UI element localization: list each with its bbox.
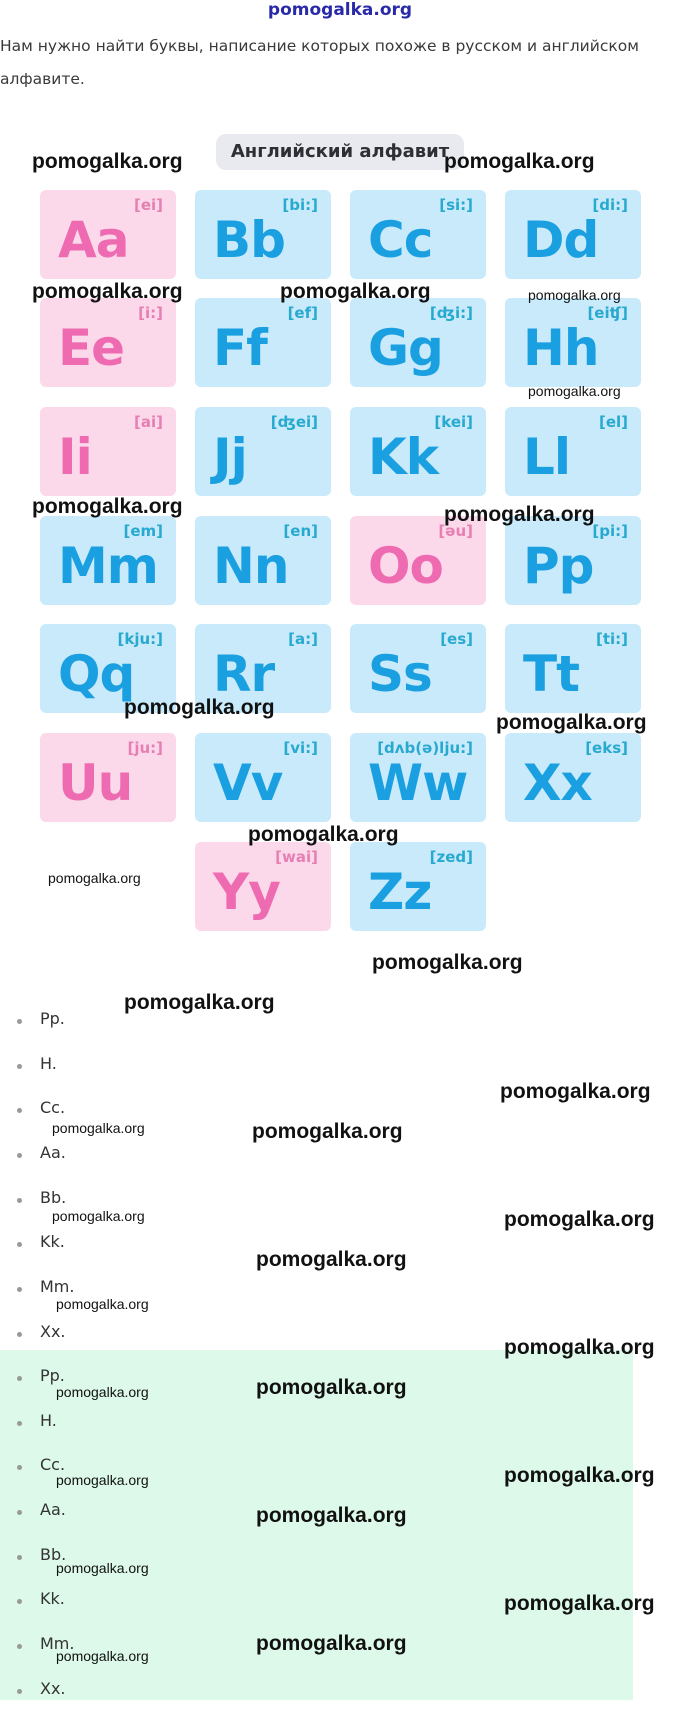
watermark-text: pomogalka.org	[280, 280, 431, 303]
letter-phonetic: [em]	[123, 522, 163, 540]
letter-phonetic: [el]	[598, 413, 628, 431]
letter-phonetic: [vi:]	[283, 739, 318, 757]
list-item-text: Kk.	[40, 1232, 65, 1252]
watermark-text: pomogalka.org	[48, 870, 141, 886]
letter-card-h	[505, 298, 641, 387]
letter-glyph: Ee	[58, 319, 125, 377]
watermark-text: pomogalka.org	[256, 1376, 407, 1399]
letter-card-d	[505, 190, 641, 279]
watermark-text: pomogalka.org	[504, 1592, 655, 1615]
list-item-text: Pp.	[40, 1009, 65, 1028]
letter-card-o	[350, 516, 486, 605]
letter-card-b	[195, 190, 331, 279]
list-item-text: Cc.	[40, 1455, 66, 1475]
watermark-text: pomogalka.org	[32, 495, 183, 518]
list-item-text: Mm.	[40, 1634, 75, 1654]
letter-glyph: Kk	[368, 428, 438, 486]
watermark-text: pomogalka.org	[256, 1504, 407, 1527]
watermark-text: pomogalka.org	[528, 383, 621, 399]
letter-phonetic: [ai]	[134, 413, 163, 431]
letter-glyph: Vv	[213, 754, 283, 812]
letter-glyph: Nn	[213, 537, 289, 595]
letter-card-c	[350, 190, 486, 279]
letter-glyph: Oo	[368, 537, 443, 595]
list-item-text: Bb.	[40, 1187, 67, 1207]
letter-glyph: Aa	[58, 211, 129, 269]
watermark-text: pomogalka.org	[528, 287, 621, 303]
site-header-logo[interactable]: pomogalka.org	[267, 0, 413, 20]
bullet-icon	[17, 1064, 22, 1069]
watermark-text: pomogalka.org	[444, 150, 595, 173]
letter-card-f	[195, 298, 331, 387]
letter-phonetic: [pi:]	[592, 522, 628, 540]
watermark-text: pomogalka.org	[504, 1464, 655, 1487]
list-item-text: H.	[40, 1410, 57, 1430]
letter-phonetic: [əu]	[438, 522, 473, 540]
bullet-icon	[17, 1555, 22, 1560]
letter-card-z	[350, 842, 486, 931]
letter-glyph: Jj	[213, 428, 247, 486]
bullet-icon	[17, 1287, 22, 1292]
letter-glyph: Tt	[523, 645, 580, 703]
letter-card-m	[40, 516, 176, 605]
letter-glyph: Hh	[523, 319, 599, 377]
letter-card-a	[40, 190, 176, 279]
letter-glyph: Uu	[58, 754, 133, 812]
letter-card-u	[40, 733, 176, 822]
watermark-text: pomogalka.org	[252, 1120, 403, 1143]
letter-glyph: Qq	[58, 645, 135, 703]
letter-phonetic: [ju:]	[127, 739, 163, 757]
letter-card-t	[505, 624, 641, 713]
letter-phonetic: [ʤei]	[270, 413, 318, 431]
letter-glyph: Ll	[523, 428, 570, 486]
letter-card-e	[40, 298, 176, 387]
list-item-text: Kk.	[40, 1589, 65, 1609]
letter-phonetic: [i:]	[138, 304, 163, 322]
letter-card-s	[350, 624, 486, 713]
list-item-text: H.	[40, 1053, 57, 1073]
list-item-text: Xx.	[40, 1678, 66, 1698]
letter-glyph: Ff	[213, 319, 267, 377]
letter-phonetic: [wai]	[275, 848, 318, 866]
letter-phonetic: [ef]	[287, 304, 318, 322]
letter-glyph: Zz	[368, 863, 432, 921]
letter-card-y	[195, 842, 331, 931]
letter-card-k	[350, 407, 486, 496]
list-item-text: Pp.	[40, 1366, 65, 1385]
watermark-text: pomogalka.org	[500, 1080, 651, 1103]
watermark-text: pomogalka.org	[56, 1296, 149, 1312]
letter-phonetic: [bi:]	[282, 196, 318, 214]
letter-glyph: Ss	[368, 645, 432, 703]
alphabet-title: Английский алфавит	[216, 134, 464, 170]
bullet-icon	[17, 1242, 22, 1247]
watermark-text: pomogalka.org	[32, 150, 183, 173]
letter-glyph: Gg	[368, 319, 443, 377]
task-intro-text: Нам нужно найти буквы, написание которых похоже в русском и английском алфавите.	[0, 37, 639, 88]
letter-card-v	[195, 733, 331, 822]
watermark-text: pomogalka.org	[56, 1560, 149, 1576]
watermark-text: pomogalka.org	[124, 696, 275, 719]
letter-glyph: Pp	[523, 537, 594, 595]
bullet-icon	[17, 1689, 22, 1694]
watermark-text: pomogalka.org	[52, 1120, 145, 1136]
letter-phonetic: [es]	[440, 630, 473, 648]
letter-phonetic: [kei]	[434, 413, 473, 431]
watermark-text: pomogalka.org	[256, 1632, 407, 1655]
watermark-text: pomogalka.org	[504, 1336, 655, 1359]
list-item-text: Cc.	[40, 1098, 66, 1118]
letter-card-l	[505, 407, 641, 496]
watermark-text: pomogalka.org	[56, 1648, 149, 1664]
letter-card-n	[195, 516, 331, 605]
letter-card-x	[505, 733, 641, 822]
letter-phonetic: [eks]	[585, 739, 628, 757]
letter-phonetic: [en]	[283, 522, 318, 540]
letter-card-p	[505, 516, 641, 605]
letter-glyph: Dd	[523, 211, 599, 269]
watermark-text: pomogalka.org	[372, 951, 523, 974]
bullet-icon	[17, 1332, 22, 1337]
list-item-text: Bb.	[40, 1544, 67, 1564]
letter-glyph: Cc	[368, 211, 433, 269]
watermark-text: pomogalka.org	[504, 1208, 655, 1231]
list-item-text: Aa.	[40, 1500, 66, 1520]
letter-phonetic: [eiʧ]	[587, 304, 628, 322]
letter-phonetic: [di:]	[592, 196, 628, 214]
bullet-icon	[17, 1019, 22, 1024]
bullet-icon	[17, 1108, 22, 1113]
letter-phonetic: [si:]	[439, 196, 473, 214]
letter-card-i	[40, 407, 176, 496]
list-item-text: Aa.	[40, 1143, 66, 1163]
watermark-text: pomogalka.org	[248, 823, 399, 846]
watermark-text: pomogalka.org	[52, 1208, 145, 1224]
letter-phonetic: [ei]	[133, 196, 163, 214]
letter-glyph: Yy	[213, 863, 280, 921]
watermark-text: pomogalka.org	[256, 1248, 407, 1271]
letter-glyph: Rr	[213, 645, 275, 703]
letter-glyph: Mm	[58, 537, 158, 595]
watermark-text: pomogalka.org	[32, 280, 183, 303]
list-item-text: Xx.	[40, 1321, 66, 1341]
bullet-icon	[17, 1198, 22, 1203]
watermark-text: pomogalka.org	[496, 711, 647, 734]
list-item-text: Mm.	[40, 1277, 75, 1297]
watermark-text: pomogalka.org	[444, 503, 595, 526]
letter-phonetic: [zed]	[429, 848, 473, 866]
letter-glyph: Ww	[368, 754, 468, 812]
letter-glyph: Xx	[523, 754, 592, 812]
letter-glyph: Ii	[58, 428, 92, 486]
letter-glyph: Bb	[213, 211, 285, 269]
letter-card-g	[350, 298, 486, 387]
watermark-text: pomogalka.org	[56, 1384, 149, 1400]
bullet-icon	[17, 1421, 22, 1426]
bullet-icon	[17, 1153, 22, 1158]
letter-phonetic: [ʤi:]	[429, 304, 473, 322]
letter-card-w	[350, 733, 486, 822]
letter-phonetic: [a:]	[288, 630, 318, 648]
letter-card-j	[195, 407, 331, 496]
bullet-icon	[17, 1376, 22, 1381]
letter-phonetic: [dʌb(ə)lju:]	[377, 739, 473, 757]
watermark-text: pomogalka.org	[124, 991, 275, 1014]
letter-phonetic: [ti:]	[595, 630, 628, 648]
watermark-text: pomogalka.org	[56, 1472, 149, 1488]
letter-phonetic: [kju:]	[117, 630, 163, 648]
